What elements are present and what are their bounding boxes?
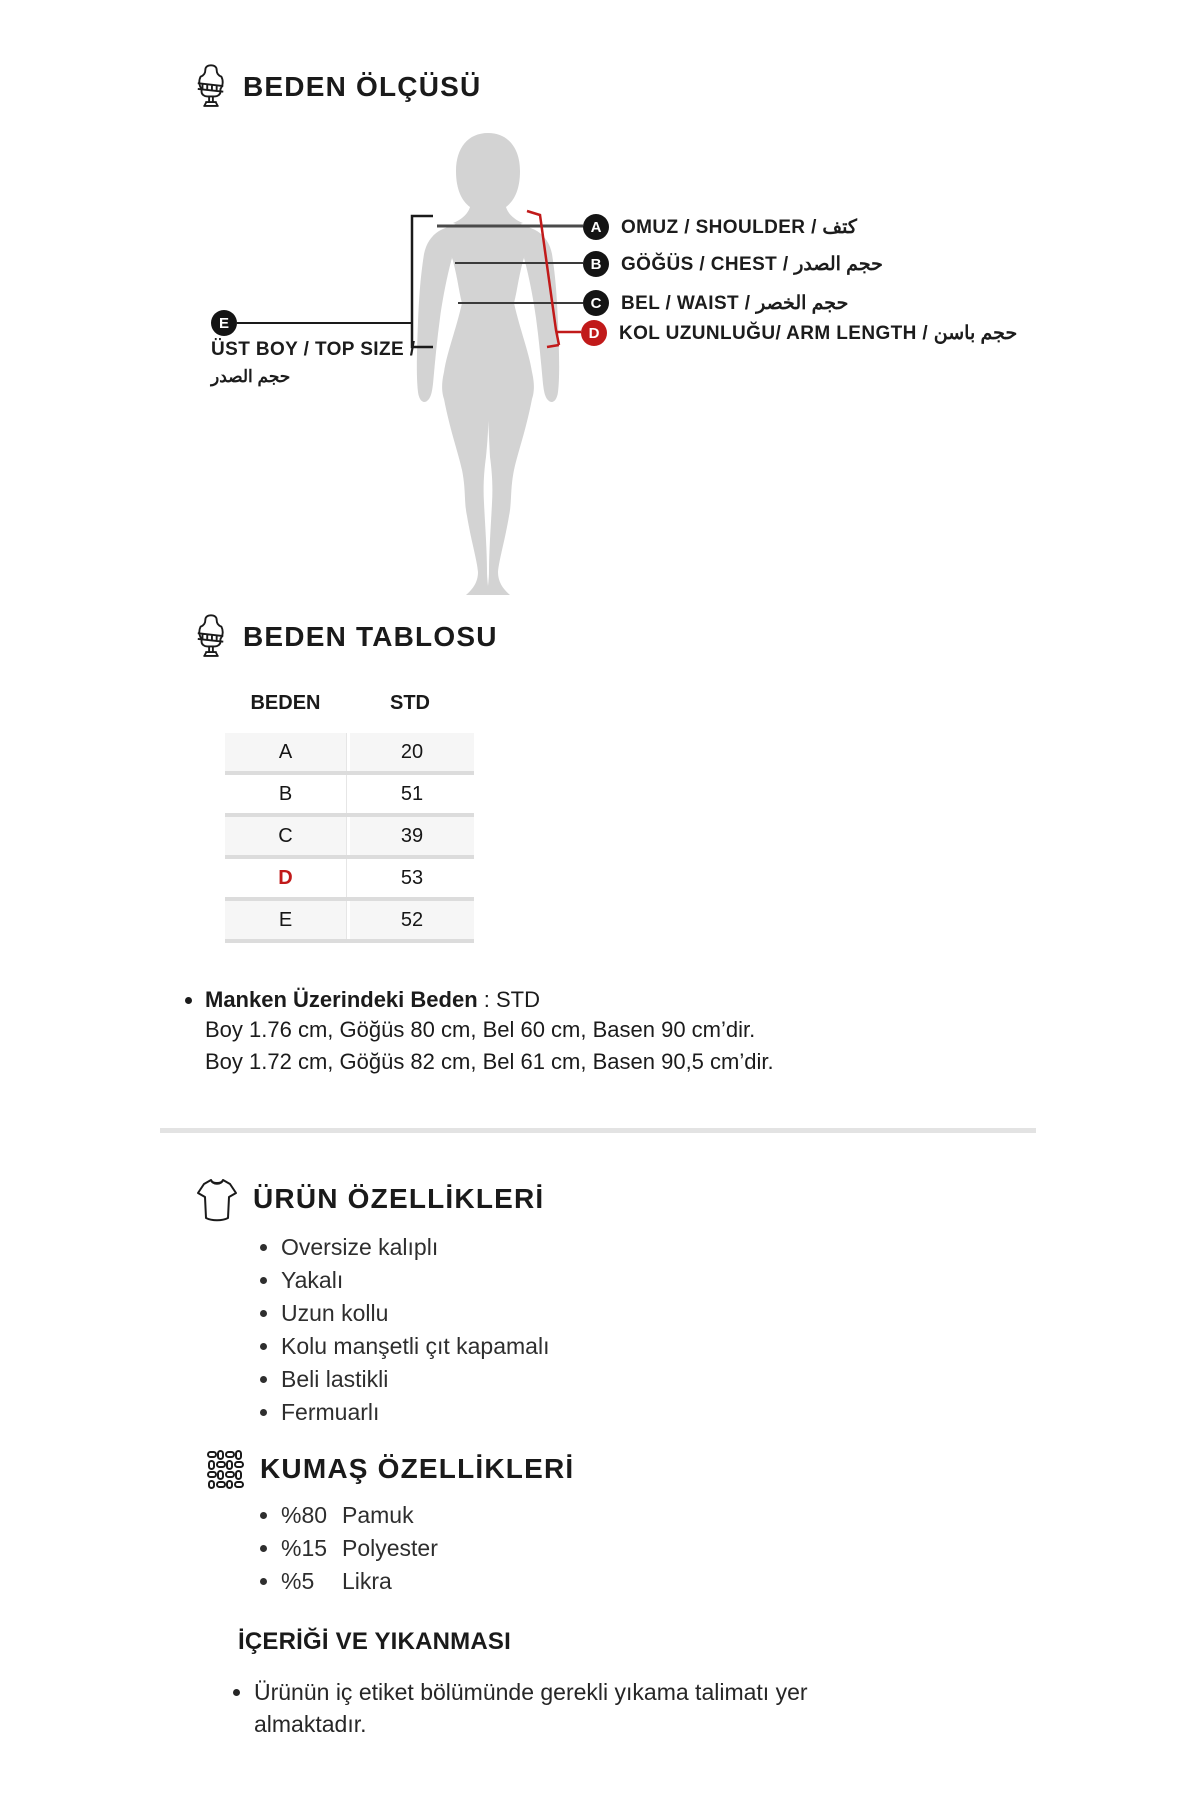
dress-form-icon [194, 612, 228, 662]
feature-item: • Kolu manşetli çıt kapamalı [281, 1335, 549, 1358]
section-title: KUMAŞ ÖZELLİKLERİ [260, 1453, 575, 1484]
mannequin-size-value: STD [495, 987, 540, 1012]
care-note-list [218, 1676, 863, 1740]
measure-label-waist: C BEL / WAIST / حجم الخصر [583, 290, 848, 316]
feature-item: • Fermuarlı [281, 1401, 549, 1424]
fabric-item: • %15 Polyester [281, 1537, 438, 1560]
feature-item: • Yakalı [281, 1269, 549, 1292]
column-header-std: STD [390, 692, 430, 714]
section-title: BEDEN TABLOSU [243, 621, 498, 652]
fabric-composition-list [235, 1504, 438, 1603]
product-features-header [194, 1176, 544, 1222]
feature-item: • Oversize kalıplı [281, 1236, 549, 1259]
fabric-item: • %5 Likra [281, 1570, 438, 1593]
measure-badge-e: E [211, 310, 237, 336]
mannequin-size-line: • Manken Üzerindeki Beden : STD [205, 986, 774, 1014]
feature-item: • Beli lastikli [281, 1368, 549, 1391]
fabric-features-header [206, 1448, 574, 1490]
tshirt-icon [194, 1176, 240, 1222]
fabric-weave-icon [206, 1448, 246, 1490]
section-divider [160, 1128, 1036, 1133]
column-header-beden: BEDEN [250, 692, 321, 714]
size-table-header [194, 612, 498, 662]
measure-label-top-size-arabic: حجم الصدر [211, 367, 291, 386]
measure-badge-c: C [583, 290, 609, 316]
measure-label-chest: B GÖĞÜS / CHEST / حجم الصدر [583, 251, 883, 277]
section-title: İÇERİĞİ VE YIKANMASI [238, 1628, 511, 1655]
section-title: BEDEN ÖLÇÜSÜ [243, 71, 482, 102]
size-table [225, 692, 474, 943]
measure-badge-b: B [583, 251, 609, 277]
care-header [238, 1628, 511, 1656]
mannequin-measurements: Boy 1.72 cm, Göğüs 82 cm, Bel 61 cm, Basen 90,5 cm’dir. [205, 1049, 774, 1074]
section-title: ÜRÜN ÖZELLİKLERİ [253, 1183, 545, 1214]
fabric-item: • %80 Pamuk [281, 1504, 438, 1527]
mannequin-measurements: Boy 1.76 cm, Göğüs 80 cm, Bel 60 cm, Basen 90 cm’dir. [205, 1017, 756, 1042]
measure-label-arm-length: D KOL UZUNLUĞU/ ARM LENGTH / حجم باسن [581, 320, 1017, 346]
measure-label-top-size: ÜST BOY / TOP SIZE / [211, 339, 416, 360]
table-row: D 53 [225, 859, 474, 901]
measure-badge-d: D [581, 320, 607, 346]
measure-badge-a: A [583, 214, 609, 240]
size-table-header-row [225, 692, 474, 715]
table-row: E 52 [225, 901, 474, 943]
measure-label-shoulder: A OMUZ / SHOULDER / كتف [583, 214, 857, 240]
care-note-item: • Ürünün iç etiket bölümünde gerekli yıkama talimatı yer almaktadır. [254, 1676, 863, 1740]
body-silhouette [417, 133, 559, 595]
table-row: B 51 [225, 775, 474, 817]
product-features-list [235, 1236, 549, 1434]
mannequin-size-note [170, 986, 774, 1078]
feature-item: • Uzun kollu [281, 1302, 549, 1325]
table-row: A 20 [225, 733, 474, 775]
table-row: C 39 [225, 817, 474, 859]
